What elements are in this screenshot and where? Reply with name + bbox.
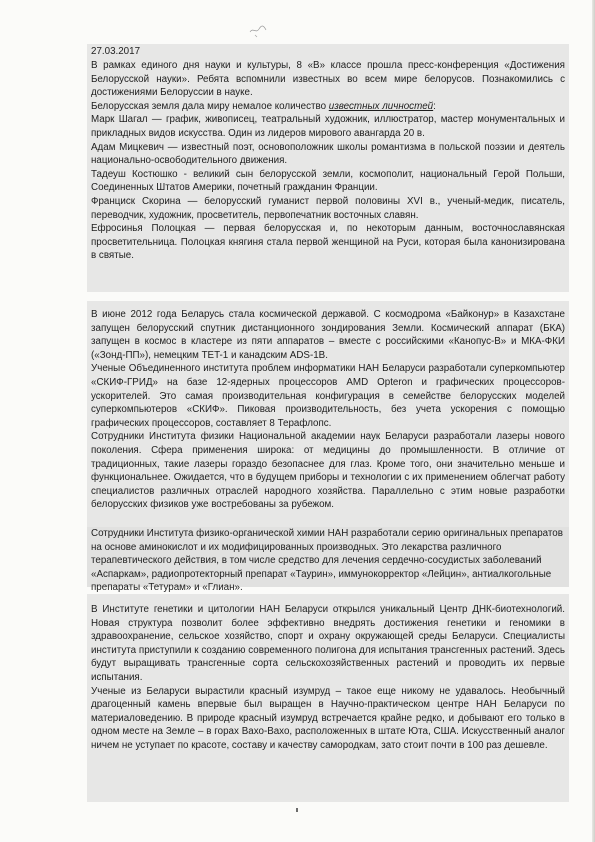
- scan-mark: [296, 808, 298, 812]
- person-chagall: Марк Шагал — график, живописец, театральный художник, иллюстратор, мастер монументальных и прикладных видов искусства. Один из лидеров мирового авангарда 20 в.: [91, 114, 565, 139]
- famous-people-link[interactable]: известных личностей: [328, 100, 434, 112]
- supercomputer-paragraph: Ученые Объединенного института проблем информатики НАН Беларуси разработали суперкомпьютер «СКИФ-ГРИД» на базе 12-ядерных процессоров AMD Opteron и графических процессоров-ускорителей. Это самая производительная конфигурация в семействе белорусских моделей суперкомпьютеров «СКИФ». Пиковая производительность, без учета ускорения с помощью графических процессоров, составляет 8 Терафлопс.: [91, 363, 565, 429]
- emerald-paragraph: Ученые из Беларуси вырастили красный изумруд – такое еще никому не удавалось. Необычный драгоценный камень впервые был выращен в Научно-практическом центре НАН Беларуси по материаловедению. В природе красный изумруд встречается крайне редко, и добывают его только в одном месте на Земле – в горах Вахо-Вахо, расположенных в штате Юта, США. Искусственный аналог ничем не уступает по красоте, составу и качеству самородкам, зато стоит почти в 100 раз дешевле.: [91, 685, 565, 751]
- person-euphrosyne: Ефросинья Полоцкая — первая белорусская и, по некоторым данным, восточнославянская просветительница. Полоцкая княгиня стала первой женщиной на Руси, которая была канонизирована в святые.: [91, 223, 565, 262]
- section-science-tech: [91, 308, 565, 512]
- section-chemistry: [91, 527, 565, 595]
- famous-people-lead: Белорусская земля дала миру немалое количество известных личностей:: [91, 100, 436, 112]
- person-skorina: Франциск Скорина — белорусский гуманист первой половины XVI в., ученый-медик, писатель, переводчик, художник, просветитель, первопечатник восточных славян.: [91, 195, 565, 221]
- lasers-paragraph: Сотрудники Института физики Национальной академии наук Беларуси разработали лазеры нового поколения. Сфера применения широка: от медицины до промышленности. В отличие от традиционных, такие лазеры гораздо безопаснее для глаз. Кроме того, они значительно меньше и функциональнее. Ожидается, что в будущем приборы и технологии с их применением облегчат работу специалистов различных отраслей народного хозяйства. Параллельно с этим новые разработки белорусских физиков уже востребованы за рубежом.: [91, 431, 565, 511]
- dna-center-paragraph: В Институте генетики и цитологии НАН Беларуси открылся уникальный Центр ДНК-биотехнологий. Новая структура позволит более эффективно внедрять достижения генетики и геномики в здравоохранение, сельское хозяйство, спорт и охрану окружающей среды Беларуси. Специалисты института приступили к созданию современного полигона для испытания трансгенных растений. Здесь будут выращивать трансгенные сорта сельскохозяйственных растений и проводить их первые испытания.: [91, 604, 565, 683]
- pharma-paragraph: Сотрудники Института физико-органической химии НАН разработали серию оригинальных препаратов на основе аминокислот и их модифицированных производных. Это лекарства различного терапевтического действия, в том числе средство для лечения сердечно-сосудистых заболеваний «Аспаркам», радиопротекторный препарат «Таурин», иммунокорректор «Лейцин», антиалкогольные препараты «Тетурам» и «Глиан».: [91, 528, 563, 594]
- section-famous-belarusians: [91, 59, 565, 263]
- person-mickiewicz: Адам Мицкевич — известный поэт, основоположник школы романтизма в польской поэзии и деятель национально-освободительного движения.: [91, 141, 565, 167]
- space-paragraph: В июне 2012 года Беларусь стала космической державой. С космодрома «Байконур» в Казахстане запущен белорусский спутник дистанционного зондирования Земли. Космический аппарат (БКА) запущен в космос в кластере из пяти аппаратов – вместе с российскими «Канопус-В» и МКА-ФКИ («Зонд-ПП»), немецким TET-1 и канадским ADS-1B.: [91, 309, 565, 361]
- pencil-mark: [246, 18, 270, 40]
- person-kosciuszko: Тадеуш Костюшко - великий сын белорусской земли, космополит, национальный Герой Польши, Соединенных Штатов Америки, почетный гражданин Франции.: [91, 168, 565, 194]
- section-genetics: [91, 603, 565, 753]
- intro-paragraph: В рамках единого дня науки и культуры, 8 «В» классе прошла пресс-конференция «Достижения Белорусской науки». Ребята вспомнили известных во всем мире белорусов. Познакомились с достижениями Белоруссии в науке.: [91, 60, 565, 99]
- document-date: 27.03.2017: [91, 46, 141, 57]
